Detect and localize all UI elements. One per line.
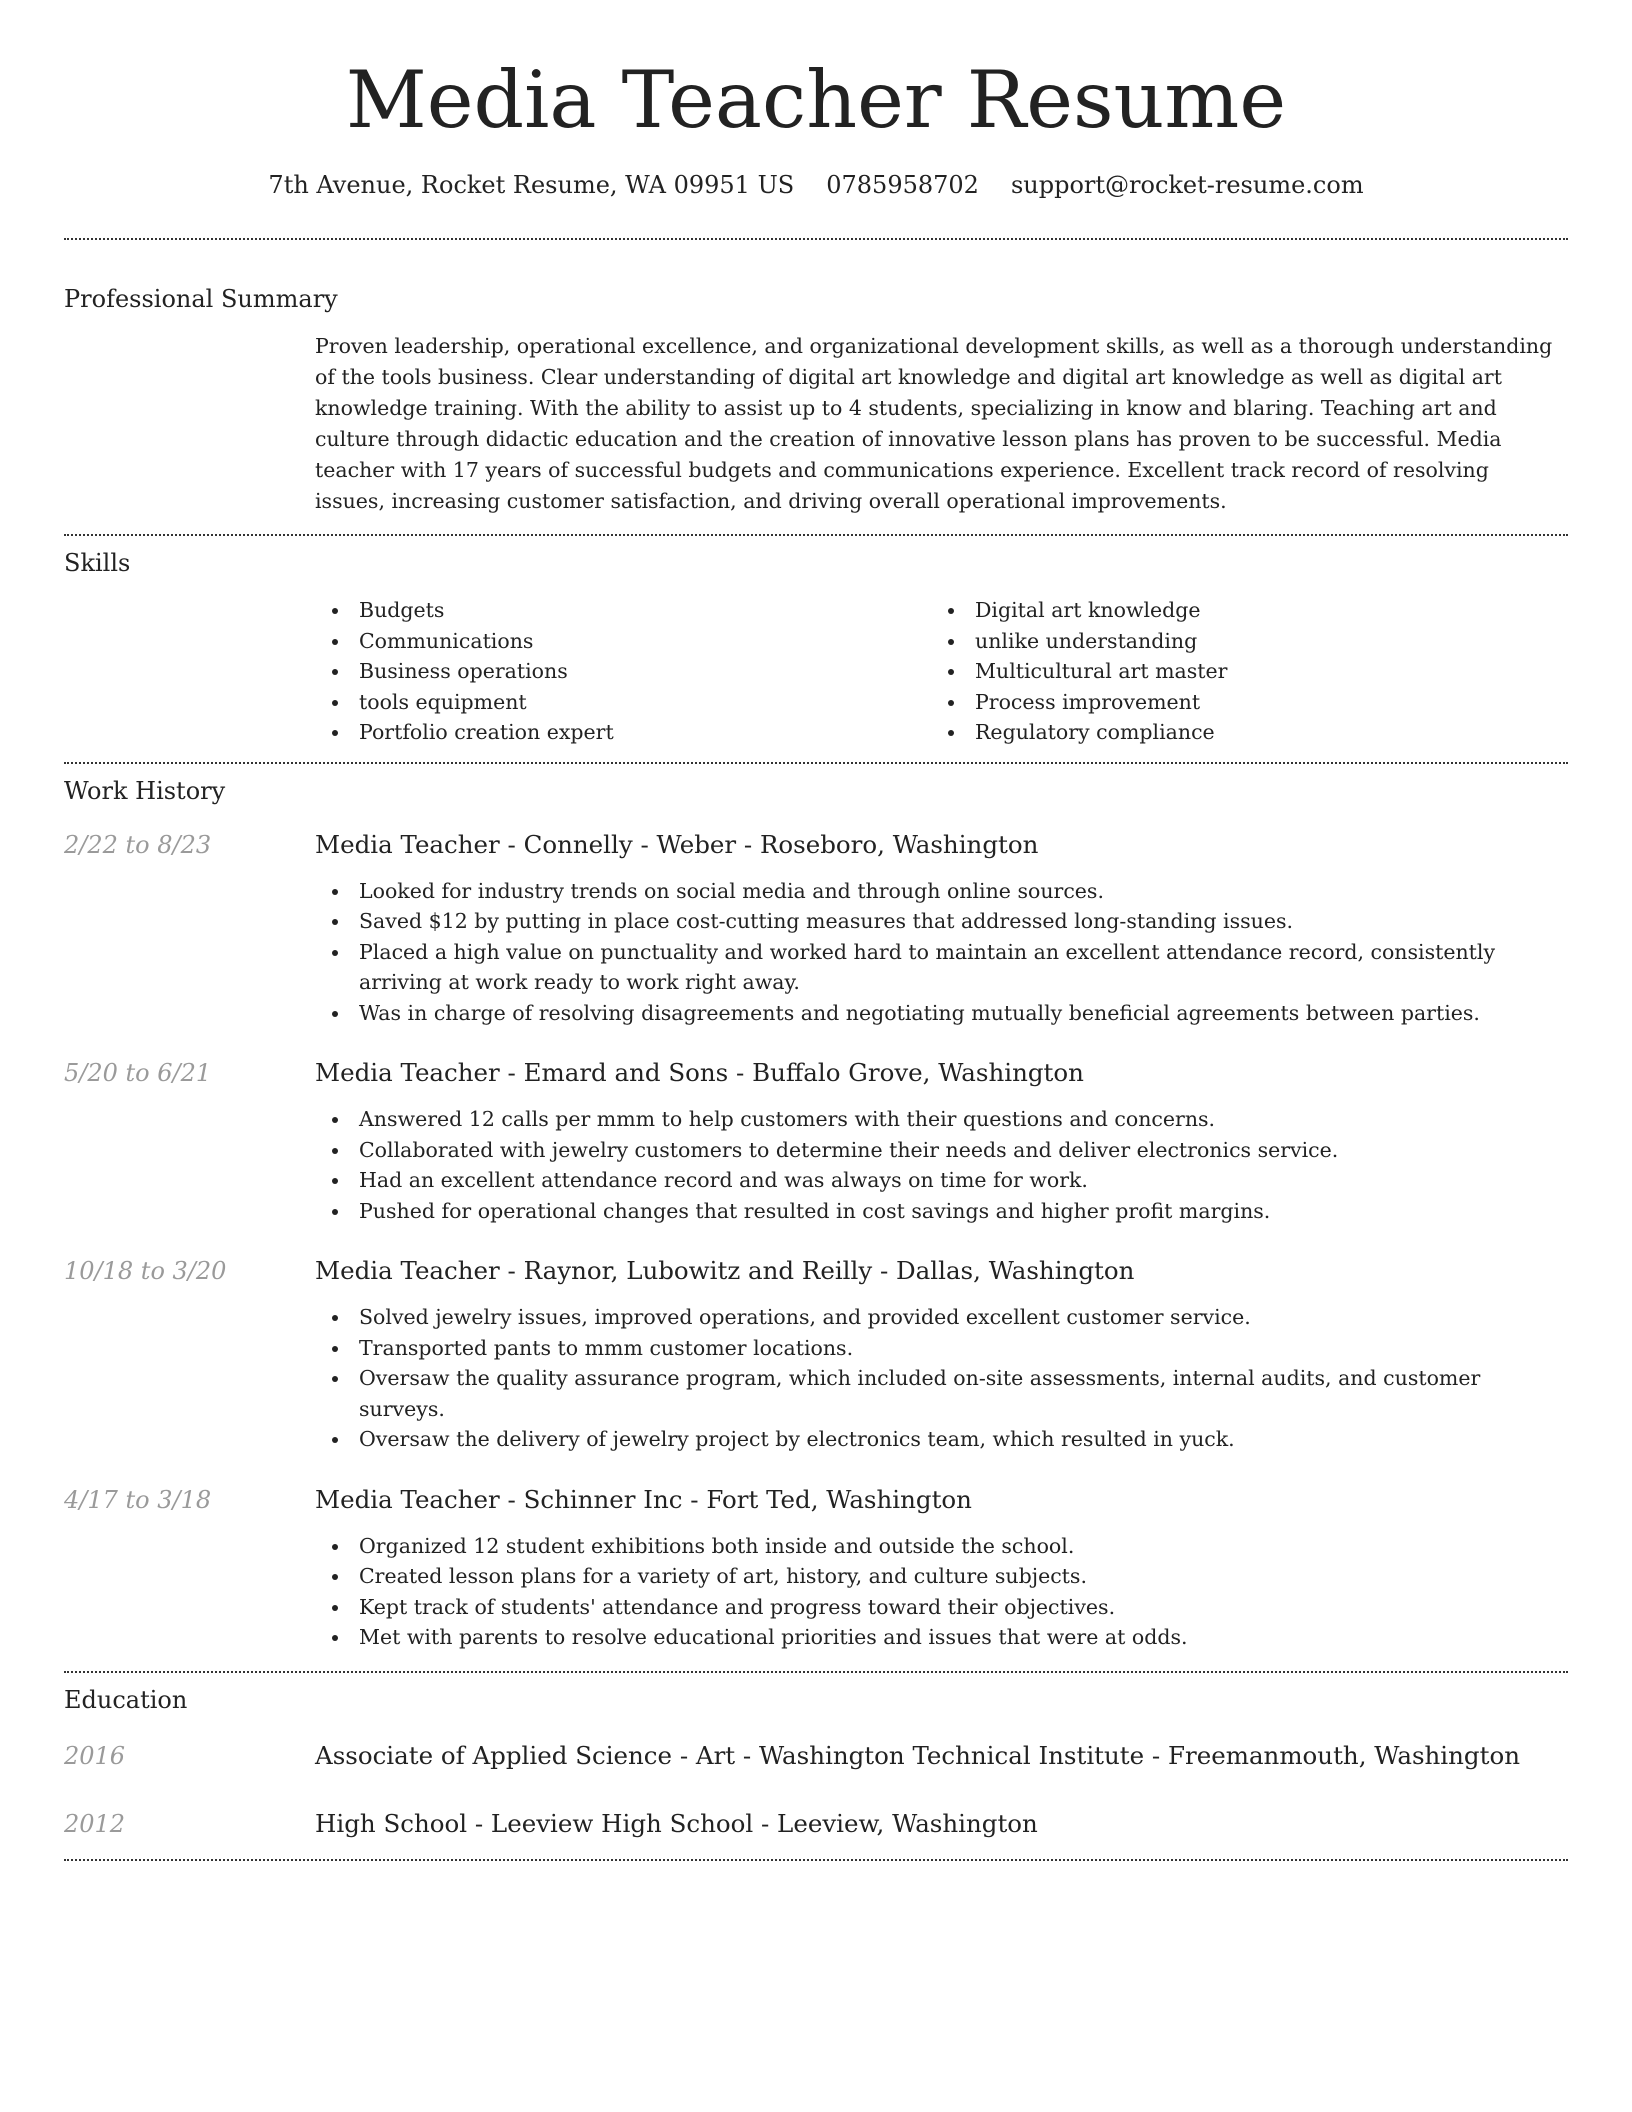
- section-divider: [64, 1859, 1568, 1861]
- resume-title: Media Teacher Resume: [345, 54, 1287, 146]
- section-heading-summary: Professional Summary: [64, 285, 338, 313]
- contact-line: [64, 168, 1568, 202]
- job-title: Media Teacher - Connelly - Weber - Roseboro, Washington: [315, 829, 1039, 859]
- skill-item: Communications: [359, 626, 931, 657]
- job-entry: [64, 1254, 1568, 1455]
- job-bullet: Solved jewelry issues, improved operations, and provided excellent customer service.: [359, 1302, 1569, 1333]
- job-bullet: Kept track of students' attendance and progress toward their objectives.: [359, 1592, 1569, 1623]
- job-bullet: Placed a high value on punctuality and worked hard to maintain an excellent attendance record, consistently arriving at work ready to work right away.: [359, 937, 1569, 998]
- professional-summary-section: [64, 240, 1568, 534]
- job-bullets: [315, 1104, 1569, 1226]
- skill-item: Multicultural art master: [975, 656, 1547, 687]
- skill-item: Business operations: [359, 656, 931, 687]
- contact-address: 7th Avenue, Rocket Resume, WA 09951 US: [268, 171, 795, 199]
- job-bullet: Organized 12 student exhibitions both inside and outside the school.: [359, 1531, 1569, 1562]
- job-bullets: [315, 876, 1569, 1029]
- skills-list-left: [315, 595, 931, 748]
- job-bullets: [315, 1531, 1569, 1653]
- skills-list-right: [931, 595, 1547, 748]
- skill-item: Process improvement: [975, 687, 1547, 718]
- skills-columns: [315, 595, 1568, 748]
- job-entry: [64, 1056, 1568, 1226]
- job-title: Media Teacher - Schinner Inc - Fort Ted, Washington: [315, 1484, 972, 1514]
- job-bullet: Saved $12 by putting in place cost-cutting measures that addressed long-standing issues.: [359, 906, 1569, 937]
- summary-text: Proven leadership, operational excellence, and organizational development skills, as well as a thorough understanding of the tools business. Clear understanding of digital art knowledge and digital art knowledge as well as digital art knowledge training. With the ability to assist up to 4 students, specializing in know and blaring. Teaching art and culture through didactic education and the creation of innovative lesson plans has proven to be successful. Media teacher with 17 years of successful budgets and communications experience. Excellent track record of resolving issues, increasing customer satisfaction, and driving overall operational improvements.: [315, 334, 1553, 513]
- contact-phone: 0785958702: [826, 171, 979, 199]
- section-heading-work: Work History: [64, 776, 226, 805]
- job-bullet: Looked for industry trends on social media and through online sources.: [359, 876, 1569, 907]
- education-title: Associate of Applied Science - Art - Washington Technical Institute - Freemanmouth, Washington: [315, 1740, 1520, 1770]
- skill-item: Budgets: [359, 595, 931, 626]
- work-history-section: [64, 764, 1568, 1671]
- job-bullet: Pushed for operational changes that resulted in cost savings and higher profit margins.: [359, 1196, 1569, 1227]
- job-bullet: Met with parents to resolve educational priorities and issues that were at odds.: [359, 1622, 1569, 1653]
- job-dates: 4/17 to 3/18: [64, 1485, 212, 1514]
- job-bullet: Had an excellent attendance record and was always on time for work.: [359, 1165, 1569, 1196]
- job-entry: [64, 1483, 1568, 1653]
- job-bullet: Oversaw the quality assurance program, which included on-site assessments, internal audits, and customer surveys.: [359, 1363, 1569, 1424]
- job-bullets: [315, 1302, 1569, 1455]
- job-dates: 10/18 to 3/20: [64, 1257, 227, 1285]
- education-section: [64, 1673, 1568, 1859]
- skills-section: [64, 536, 1568, 762]
- skill-item: Portfolio creation expert: [359, 717, 931, 748]
- job-dates: 2/22 to 8/23: [64, 830, 212, 859]
- education-year: 2012: [64, 1809, 126, 1838]
- job-bullet: Answered 12 calls per mmm to help customers with their questions and concerns.: [359, 1104, 1569, 1135]
- job-dates: 5/20 to 6/21: [64, 1059, 212, 1087]
- section-heading-education: Education: [64, 1685, 188, 1714]
- education-entry: [64, 1807, 1568, 1841]
- job-bullet: Collaborated with jewelry customers to determine their needs and deliver electronics service.: [359, 1135, 1569, 1166]
- skill-item: tools equipment: [359, 687, 931, 718]
- education-entry: [64, 1739, 1568, 1773]
- skill-item: Regulatory compliance: [975, 717, 1547, 748]
- job-bullet: Transported pants to mmm customer locations.: [359, 1333, 1569, 1364]
- section-heading-skills: Skills: [64, 549, 131, 577]
- skill-item: unlike understanding: [975, 626, 1547, 657]
- job-title: Media Teacher - Emard and Sons - Buffalo Grove, Washington: [315, 1058, 1084, 1087]
- skill-item: Digital art knowledge: [975, 595, 1547, 626]
- education-title: High School - Leeview High School - Leeview, Washington: [315, 1808, 1038, 1838]
- job-bullet: Was in charge of resolving disagreements and negotiating mutually beneficial agreements between parties.: [359, 998, 1569, 1029]
- job-title: Media Teacher - Raynor, Lubowitz and Reilly - Dallas, Washington: [315, 1256, 1135, 1285]
- job-bullet: Created lesson plans for a variety of art, history, and culture subjects.: [359, 1561, 1569, 1592]
- contact-email: support@rocket-resume.com: [1010, 171, 1364, 199]
- resume-page: [64, 0, 1568, 1861]
- job-entry: [64, 828, 1568, 1029]
- job-bullet: Oversaw the delivery of jewelry project by electronics team, which resulted in yuck.: [359, 1424, 1569, 1455]
- education-year: 2016: [64, 1741, 126, 1770]
